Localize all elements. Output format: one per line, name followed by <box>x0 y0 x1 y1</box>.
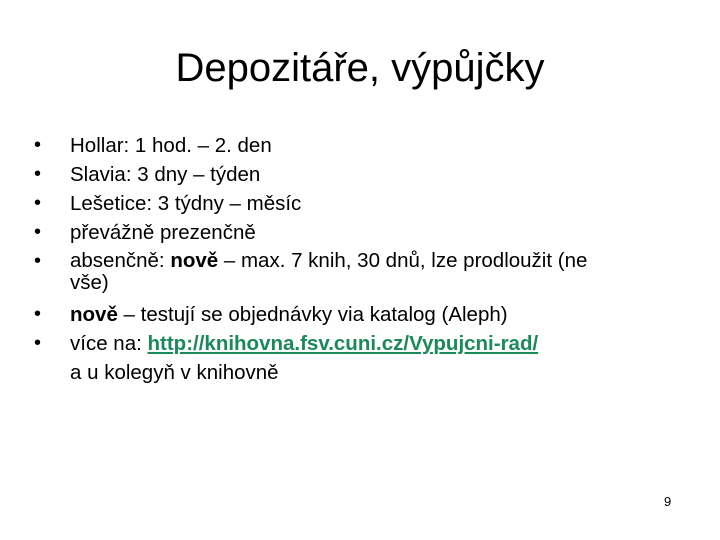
vice-na-prefix: více na: <box>70 332 148 355</box>
bullet-dot: • <box>34 303 42 325</box>
bullet-item-objednavky <box>34 300 694 329</box>
bullet-item-absencne <box>34 250 694 294</box>
absencne-suffix-line1: – max. 7 knih, 30 dnů, lze prodloužit (ne <box>218 249 588 272</box>
absencne-bold: nově <box>170 249 219 272</box>
bullet-list <box>34 131 694 387</box>
bullet-text-vice-na <box>70 332 694 387</box>
vypujcni-rad-link[interactable]: http://knihovna.fsv.cuni.cz/Vypujcni-rad/ <box>147 332 539 355</box>
bullet-text-absencne <box>70 249 587 294</box>
bullet-dot: • <box>34 332 42 354</box>
bullet-text: Hollar: 1 hod. – 2. den <box>70 134 272 157</box>
bullet-item-vice-na <box>34 329 694 387</box>
bullet-item-lesetice <box>34 189 694 218</box>
bullet-text-objednavky <box>70 303 508 326</box>
page-number: 9 <box>664 494 672 509</box>
vice-na-line2: a u kolegyň v knihovně <box>70 361 279 384</box>
objednavky-bold: nově <box>70 303 118 326</box>
bullet-dot: • <box>34 163 42 185</box>
bullet-text: převážně prezenčně <box>70 221 256 244</box>
absencne-suffix-line2: vše) <box>70 271 109 294</box>
absencne-prefix: absenčně: <box>70 249 171 272</box>
bullet-dot: • <box>34 134 42 156</box>
bullet-dot: • <box>34 221 42 243</box>
bullet-text: Lešetice: 3 týdny – měsíc <box>70 192 302 215</box>
bullet-item-hollar <box>34 131 694 160</box>
bullet-item-prezencne <box>34 218 694 247</box>
bullet-item-slavia <box>34 160 694 189</box>
bullet-text: Slavia: 3 dny – týden <box>70 163 261 186</box>
bullet-dot: • <box>34 192 42 214</box>
objednavky-suffix: – testují se objednávky via katalog (Aleph) <box>117 303 508 326</box>
slide-title: Depozitáře, výpůjčky <box>175 46 545 90</box>
bullet-dot: • <box>34 250 42 272</box>
